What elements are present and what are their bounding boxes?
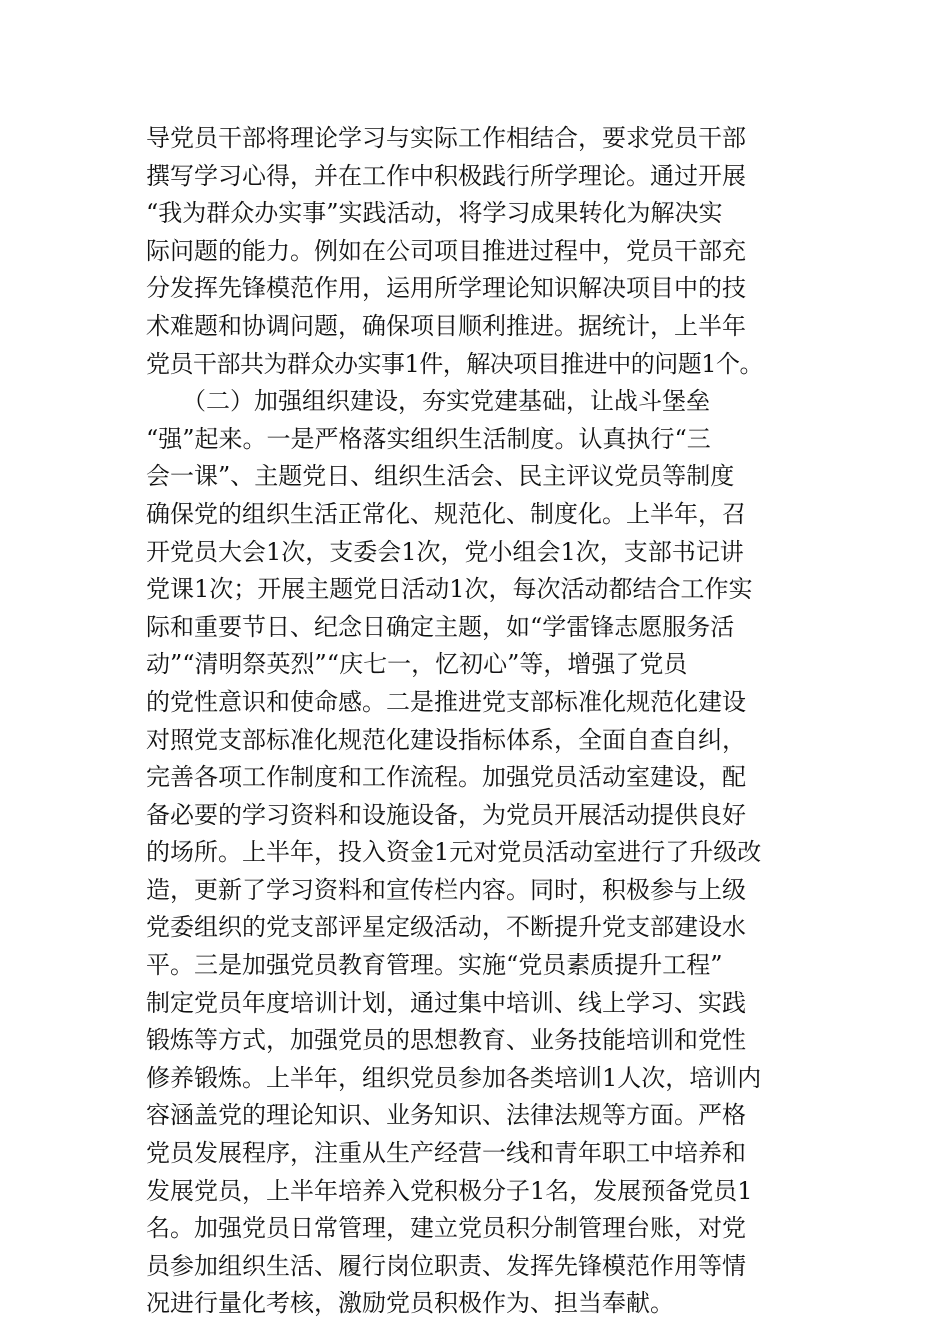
text-line: 平。三是加强党员教育管理。实施“党员素质提升工程” (146, 951, 723, 980)
text-line: 分发挥先锋模范作用，运用所学理论知识解决项目中的技 (146, 274, 746, 303)
section-heading-line: （二）加强组织建设，夯实党建基础，让战斗堡垒 (146, 387, 710, 416)
text-line: “我为群众办实事”实践活动，将学习成果转化为解决实 (146, 199, 723, 228)
text-line: 确保党的组织生活正常化、规范化、制度化。上半年，召 (146, 499, 746, 528)
text-line: 容涵盖党的理论知识、业务知识、法律法规等方面。严格 (146, 1101, 746, 1130)
text-line: 际问题的能力。例如在公司项目推进过程中，党员干部充 (146, 236, 746, 265)
text-line: 的场所。上半年，投入资金1元对党员活动室进行了升级改 (146, 838, 762, 867)
text-line: 锻炼等方式，加强党员的思想教育、业务技能培训和党性 (146, 1026, 746, 1055)
text-line: 导党员干部将理论学习与实际工作相结合，要求党员干部 (146, 124, 746, 152)
text-line: 完善各项工作制度和工作流程。加强党员活动室建设，配 (146, 763, 746, 792)
text-line: 制定党员年度培训计划，通过集中培训、线上学习、实践 (146, 988, 746, 1017)
text-line: 发展党员，上半年培养入党积极分子1名，发展预备党员1 (146, 1176, 753, 1205)
text-line: 况进行量化考核，激励党员积极作为、担当奉献。 (146, 1289, 674, 1318)
text-line: “强”起来。一是严格落实组织生活制度。认真执行“三 (146, 424, 711, 453)
text-line: 员参加组织生活、履行岗位职责、发挥先锋模范作用等情 (146, 1251, 746, 1280)
text-line: 备必要的学习资料和设施设备，为党员开展活动提供良好 (146, 800, 746, 829)
text-line: 开党员大会1次，支委会1次，党小组会1次，支部书记讲 (146, 537, 744, 566)
text-line: 会一课”、主题党日、组织生活会、民主评议党员等制度 (146, 462, 735, 491)
text-line: 党课1次；开展主题党日活动1次，每次活动都结合工作实 (146, 575, 753, 604)
text-line: 术难题和协调问题，确保项目顺利推进。据统计，上半年 (146, 311, 746, 340)
text-line: 对照党支部标准化规范化建设指标体系，全面自查自纠， (146, 725, 746, 754)
text-line: 际和重要节日、纪念日确定主题，如“学雷锋志愿服务活 (146, 612, 735, 641)
text-line: 的党性意识和使命感。二是推进党支部标准化规范化建设 (146, 687, 746, 716)
text-line: 名。加强党员日常管理，建立党员积分制管理台账，对党 (146, 1214, 746, 1243)
text-line: 党员干部共为群众办实事1件，解决项目推进中的问题1个。 (146, 349, 764, 378)
text-line: 党委组织的党支部评星定级活动，不断提升党支部建设水 (146, 913, 746, 942)
text-line: 修养锻炼。上半年，组织党员参加各类培训1人次，培训内 (146, 1063, 762, 1092)
text-line: 撰写学习心得，并在工作中积极践行所学理论。通过开展 (146, 161, 746, 190)
text-line: 造，更新了学习资料和宣传栏内容。同时，积极参与上级 (146, 875, 746, 904)
text-line: 动”“清明祭英烈”“庆七一，忆初心”等，增强了党员 (146, 650, 688, 679)
text-line: 党员发展程序，注重从生产经营一线和青年职工中培养和 (146, 1139, 746, 1168)
body-text (146, 120, 806, 1323)
